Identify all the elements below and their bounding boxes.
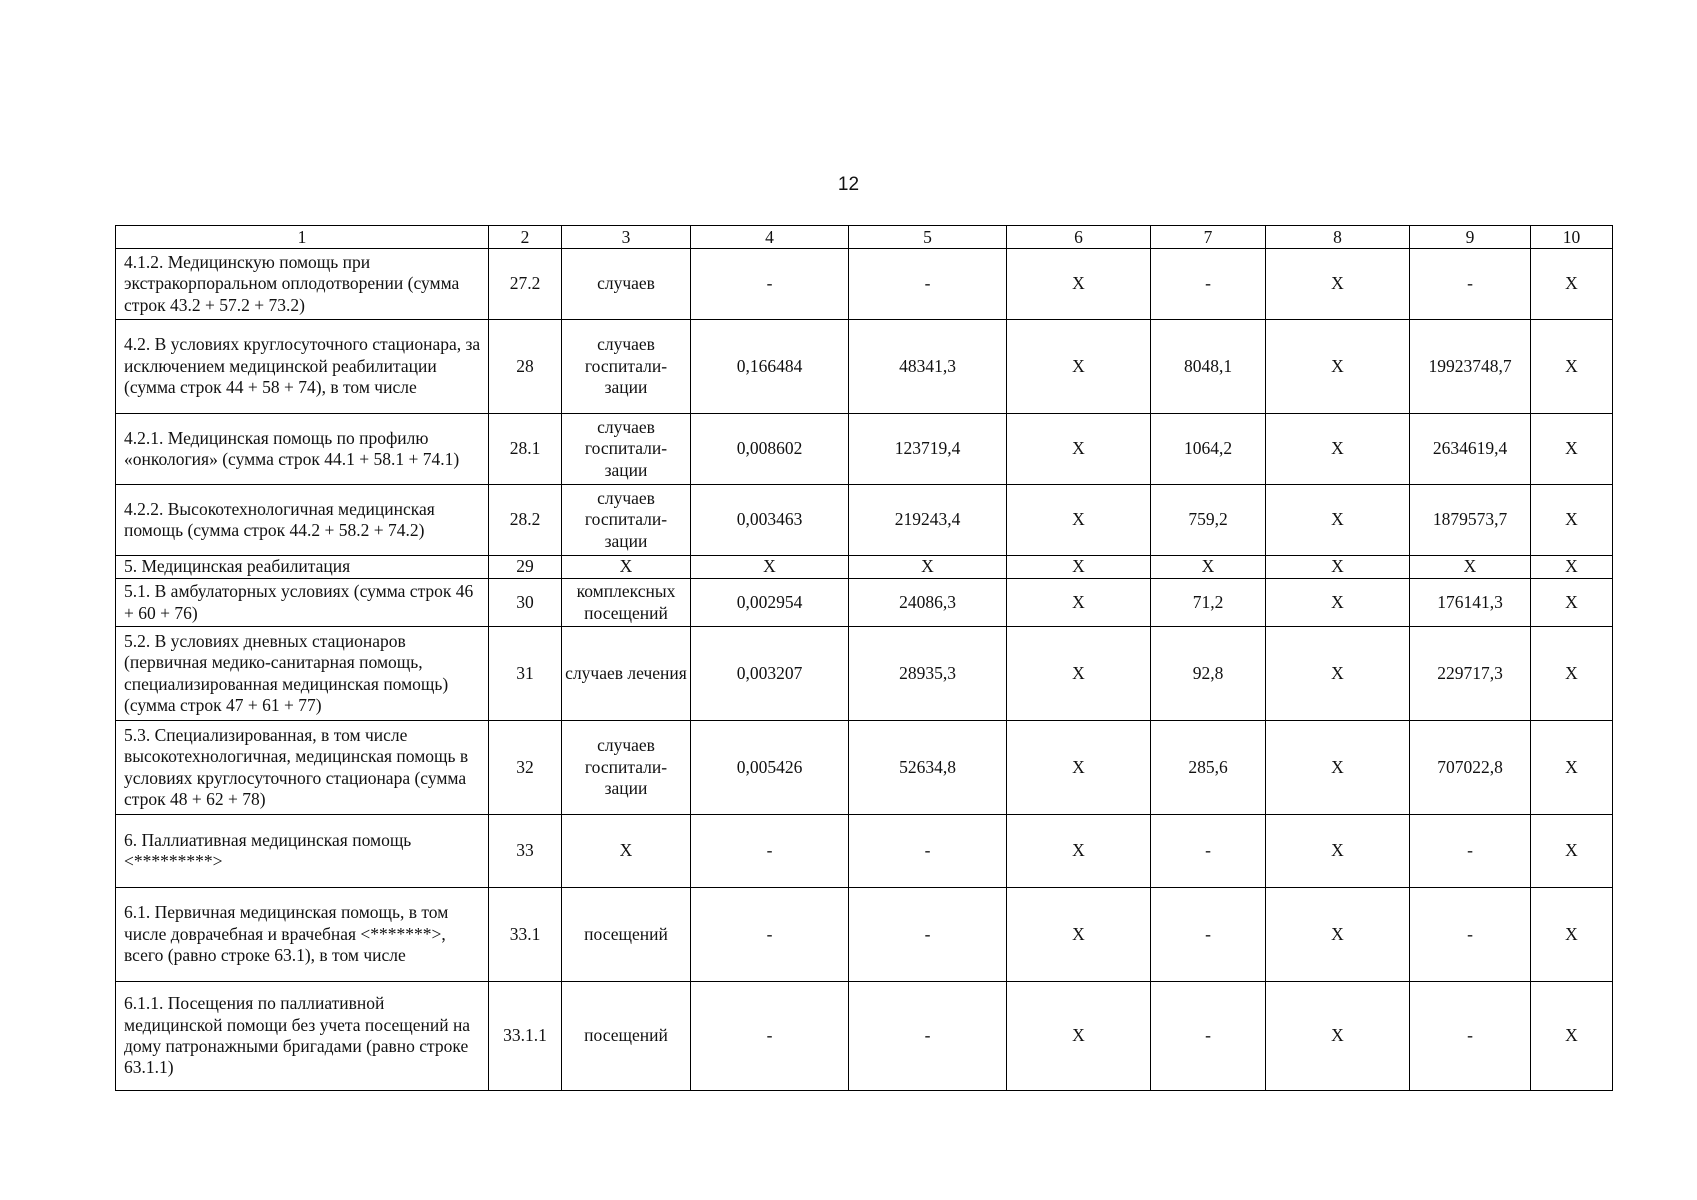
table-cell: X	[691, 556, 849, 579]
table-cell: X	[1007, 320, 1151, 414]
table-cell: X	[1266, 414, 1410, 485]
row-name-cell: 4.2. В условиях круглосуточного стационара, за исключением медицинской реабилитации (сумма строк 44 + 58 + 74), в том числе	[116, 320, 489, 414]
row-name-cell: 6.1.1. Посещения по паллиативной медицинской помощи без учета посещений на дому патронажными бригадами (равно строке 63.1.1)	[116, 982, 489, 1091]
table-cell: 28.1	[489, 414, 562, 485]
table-row	[116, 485, 1613, 556]
table-cell: X	[562, 556, 691, 579]
table-cell: 0,002954	[691, 579, 849, 627]
header-cell: 8	[1266, 226, 1410, 249]
table-cell: 28935,3	[849, 627, 1007, 721]
table-cell: -	[1151, 815, 1266, 888]
table-cell: X	[1531, 485, 1613, 556]
table-cell: -	[1410, 982, 1531, 1091]
table-cell: X	[1531, 579, 1613, 627]
table-cell: -	[691, 815, 849, 888]
header-cell: 1	[116, 226, 489, 249]
table-cell: X	[1007, 485, 1151, 556]
table-cell: X	[1151, 556, 1266, 579]
table-cell: X	[1531, 627, 1613, 721]
table-cell: X	[849, 556, 1007, 579]
table-cell: X	[1266, 249, 1410, 320]
header-cell: 9	[1410, 226, 1531, 249]
table-cell: X	[1007, 249, 1151, 320]
table-row	[116, 320, 1613, 414]
table-cell: -	[849, 249, 1007, 320]
table-cell: 1879573,7	[1410, 485, 1531, 556]
table-cell: X	[1007, 888, 1151, 982]
table-cell: -	[1410, 815, 1531, 888]
row-name-cell: 6.1. Первичная медицинская помощь, в том числе доврачебная и врачебная <*******>, всего (равно строке 63.1), в том числе	[116, 888, 489, 982]
table-cell: -	[849, 888, 1007, 982]
table-row	[116, 249, 1613, 320]
header-cell: 3	[562, 226, 691, 249]
table-row	[116, 815, 1613, 888]
table-cell: 0,166484	[691, 320, 849, 414]
table-cell: 24086,3	[849, 579, 1007, 627]
table-cell: 33.1	[489, 888, 562, 982]
table-cell: 48341,3	[849, 320, 1007, 414]
table-cell: X	[1266, 721, 1410, 815]
table-cell: X	[1531, 815, 1613, 888]
table-cell: X	[1531, 721, 1613, 815]
table-row	[116, 721, 1613, 815]
table-cell: 707022,8	[1410, 721, 1531, 815]
table-cell: X	[1531, 888, 1613, 982]
table-cell: -	[1410, 888, 1531, 982]
row-name-cell: 5.3. Специализированная, в том числе высокотехнологичная, медицинская помощь в условиях круглосуточного стационара (сумма строк 48 + 62 + 78)	[116, 721, 489, 815]
table-cell: X	[1531, 982, 1613, 1091]
table-cell: 0,005426	[691, 721, 849, 815]
table-cell: 29	[489, 556, 562, 579]
table-row	[116, 556, 1613, 579]
table-cell: X	[1007, 982, 1151, 1091]
table-cell: 30	[489, 579, 562, 627]
table-cell: 19923748,7	[1410, 320, 1531, 414]
header-cell: 6	[1007, 226, 1151, 249]
table-cell: -	[1151, 982, 1266, 1091]
table-cell: -	[1151, 888, 1266, 982]
table-cell: X	[1266, 982, 1410, 1091]
table-row	[116, 888, 1613, 982]
table-cell: X	[1531, 414, 1613, 485]
row-name-cell: 5.2. В условиях дневных стационаров (первичная медико-санитарная помощь, специализированная медицинская помощь) (сумма строк 47 + 61 + 77)	[116, 627, 489, 721]
table-cell: 285,6	[1151, 721, 1266, 815]
table-cell: -	[691, 249, 849, 320]
table-cell: 759,2	[1151, 485, 1266, 556]
table-cell: 52634,8	[849, 721, 1007, 815]
table-cell: X	[1007, 627, 1151, 721]
table-cell: 92,8	[1151, 627, 1266, 721]
table-cell: -	[691, 982, 849, 1091]
row-name-cell: 6. Паллиативная медицинская помощь <*********>	[116, 815, 489, 888]
table-cell: 8048,1	[1151, 320, 1266, 414]
table-cell: X	[1007, 721, 1151, 815]
table-cell: 176141,3	[1410, 579, 1531, 627]
table-cell: -	[1151, 249, 1266, 320]
table-cell: X	[1007, 414, 1151, 485]
table-cell: 1064,2	[1151, 414, 1266, 485]
table-cell: случаев	[562, 249, 691, 320]
header-cell: 10	[1531, 226, 1613, 249]
table-cell: 2634619,4	[1410, 414, 1531, 485]
page-number: 12	[837, 174, 860, 195]
row-name-cell: 4.1.2. Медицинскую помощь при экстракорпоральном оплодотворении (сумма строк 43.2 + 57.2 + 73.2)	[116, 249, 489, 320]
table-cell: X	[1266, 579, 1410, 627]
table-cell: 0,008602	[691, 414, 849, 485]
table-cell: 32	[489, 721, 562, 815]
table-cell: -	[691, 888, 849, 982]
table-cell: X	[1266, 485, 1410, 556]
table-cell: посещений	[562, 982, 691, 1091]
table-cell: 33	[489, 815, 562, 888]
header-cell: 7	[1151, 226, 1266, 249]
table-row	[116, 579, 1613, 627]
table-cell: случаев госпитали-зации	[562, 721, 691, 815]
table-cell: случаев госпитали-зации	[562, 485, 691, 556]
table-row	[116, 627, 1613, 721]
table-cell: X	[1266, 815, 1410, 888]
table-cell: X	[1266, 320, 1410, 414]
table-cell: X	[1410, 556, 1531, 579]
header-cell: 2	[489, 226, 562, 249]
table-cell: X	[1007, 579, 1151, 627]
header-cell: 5	[849, 226, 1007, 249]
table-cell: X	[1531, 556, 1613, 579]
table-cell: -	[849, 815, 1007, 888]
table-cell: X	[1266, 627, 1410, 721]
table-cell: 33.1.1	[489, 982, 562, 1091]
table-cell: 28	[489, 320, 562, 414]
table-cell: 27.2	[489, 249, 562, 320]
table-cell: -	[849, 982, 1007, 1091]
row-name-cell: 4.2.2. Высокотехнологичная медицинская помощь (сумма строк 44.2 + 58.2 + 74.2)	[116, 485, 489, 556]
row-name-cell: 5. Медицинская реабилитация	[116, 556, 489, 579]
table-cell: X	[1007, 815, 1151, 888]
table-row	[116, 982, 1613, 1091]
table-cell: X	[1266, 888, 1410, 982]
table-cell: X	[1266, 556, 1410, 579]
table-cell: случаев госпитали-зации	[562, 320, 691, 414]
table-cell: случаев госпитали-зации	[562, 414, 691, 485]
table-cell: -	[1410, 249, 1531, 320]
row-name-cell: 5.1. В амбулаторных условиях (сумма строк 46 + 60 + 76)	[116, 579, 489, 627]
header-cell: 4	[691, 226, 849, 249]
table-header-row	[116, 226, 1613, 249]
table-cell: X	[562, 815, 691, 888]
table-cell: 71,2	[1151, 579, 1266, 627]
table-cell: X	[1531, 320, 1613, 414]
row-name-cell: 4.2.1. Медицинская помощь по профилю «онкология» (сумма строк 44.1 + 58.1 + 74.1)	[116, 414, 489, 485]
table-cell: 28.2	[489, 485, 562, 556]
data-table	[115, 225, 1613, 1091]
table-row	[116, 414, 1613, 485]
table-cell: 0,003463	[691, 485, 849, 556]
table-cell: посещений	[562, 888, 691, 982]
table-cell: случаев лечения	[562, 627, 691, 721]
table-cell: 123719,4	[849, 414, 1007, 485]
table-cell: комплексных посещений	[562, 579, 691, 627]
table-cell: 0,003207	[691, 627, 849, 721]
table-cell: 219243,4	[849, 485, 1007, 556]
table-cell: X	[1007, 556, 1151, 579]
table-cell: 31	[489, 627, 562, 721]
table-cell: 229717,3	[1410, 627, 1531, 721]
table-cell: X	[1531, 249, 1613, 320]
